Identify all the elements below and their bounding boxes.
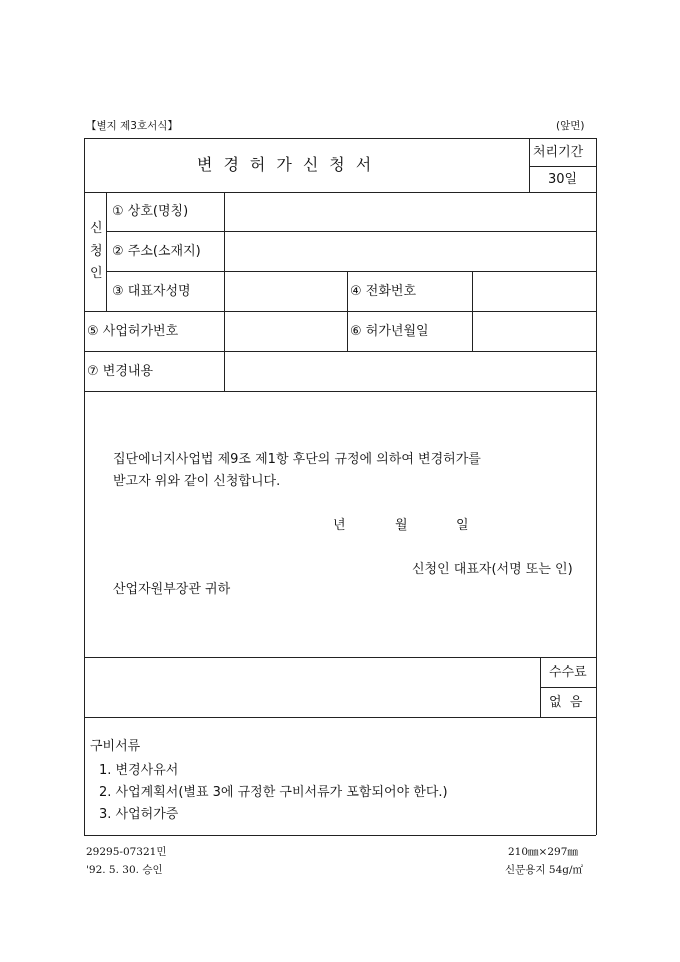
statement-line-1: 집단에너지사업법 제9조 제1항 후단의 규정에 의하여 변경허가를	[113, 452, 481, 467]
business-name-label: ① 상호(명칭)	[112, 204, 189, 219]
paper-size: 210㎜×297㎜	[508, 846, 578, 858]
recipient-line: 산업자원부장관 귀하	[113, 582, 231, 597]
date-month-label: 월	[395, 518, 408, 533]
form-code: 29295-07321민	[86, 846, 167, 858]
page-side-label: (앞면)	[556, 120, 585, 132]
required-documents-title: 구비서류	[90, 739, 141, 754]
fee-label: 수수료	[549, 665, 587, 680]
date-day-label: 일	[456, 518, 469, 533]
fee-value: 없 음	[549, 695, 583, 710]
representative-name-label: ③ 대표자성명	[112, 284, 191, 299]
change-details-label: ⑦ 변경내용	[87, 364, 154, 379]
form-title: 변경허가신청서	[197, 155, 383, 174]
required-document-item: 1. 변경사유서	[99, 763, 179, 778]
applicant-label-char-3: 인	[90, 266, 103, 281]
applicant-label-char-2: 청	[90, 244, 103, 259]
date-year-label: 년	[333, 518, 346, 533]
required-document-item: 3. 사업허가증	[99, 807, 179, 822]
applicant-label-char-1: 신	[90, 221, 103, 236]
statement-line-2: 받고자 위와 같이 신청합니다.	[113, 474, 281, 489]
phone-number-label: ④ 전화번호	[350, 284, 417, 299]
permit-date-label: ⑥ 허가년월일	[350, 324, 429, 339]
address-label: ② 주소(소재지)	[112, 244, 201, 259]
required-document-item: 2. 사업계획서(별표 3에 규정한 구비서류가 포함되어야 한다.)	[99, 785, 448, 800]
permit-number-label: ⑤ 사업허가번호	[87, 324, 179, 339]
form-number: 【별지 제3호서식】	[86, 120, 178, 132]
paper-type: 신문용지 54g/㎡	[505, 864, 584, 876]
approval-date: '92. 5. 30. 승인	[86, 864, 163, 876]
processing-period-value: 30일	[548, 172, 578, 187]
signature-line: 신청인 대표자(서명 또는 인)	[412, 562, 573, 577]
processing-period-label: 처리기간	[533, 145, 584, 160]
